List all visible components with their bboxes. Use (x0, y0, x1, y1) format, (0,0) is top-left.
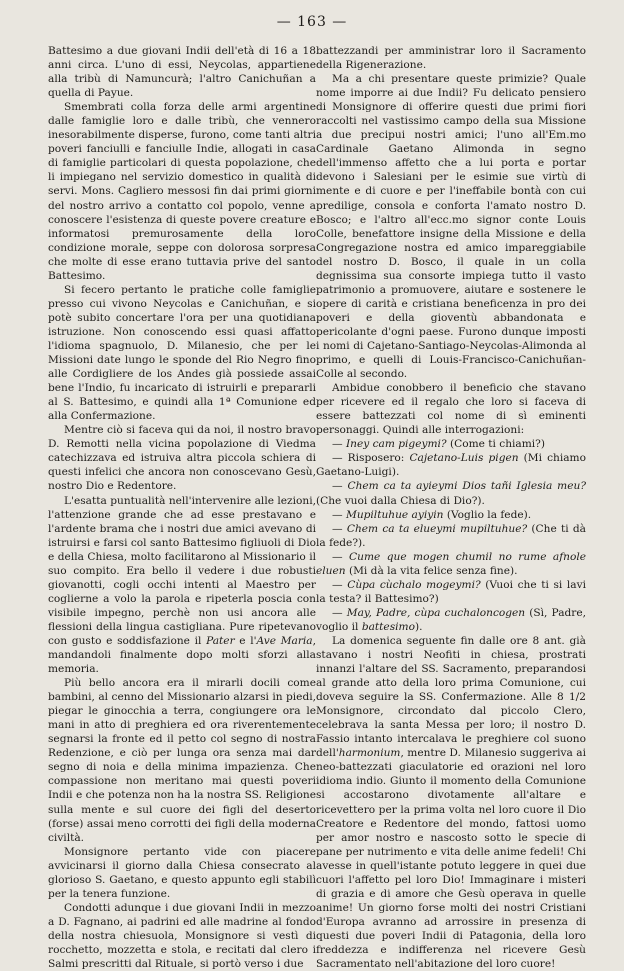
dialogue-line: — Chem ca ta ayieymi Dios tañi Iglesia meu? (Che vuoi dalla Chiesa di Dio?). (316, 480, 587, 507)
italic-text: battesimo (361, 620, 415, 633)
paragraph: L'esatta puntualità nell'intervenire alle lezioni, l'attenzione grande che ad esse prestavano e l'ardente brama che i nostri due amici avevano di istruirsi e farsi col santo Battesimo figliuoli di Dio e della Chiesa, molto facilitarono al Missionario il suo compito. Era bello il vedere i due robusti giovanotti, cogli occhi intenti al Maestro per coglierne a volo la parola e ripeterla poscia con visibile impegno, perchè non usi ancora alle flessioni della lingua castigliana. Pure ripetevano con gusto e soddisfazione il Pater e l'Ave Maria, mandandoli finalmente dopo molti sforzi alla memoria. (48, 494, 316, 676)
italic-text: Mupiltuhue ayiyin (345, 508, 444, 521)
paragraph: Monsignore pertanto vide con piacere avvicinarsi il giorno dalla Chiesa consecrato al glorioso S. Gaetano, e questo appunto egli stabilì per la tenera funzione. (48, 845, 316, 900)
dialogue-line: — Risposero: Cajetano-Luis pigen (Mi chiamo Gaetano-Luigi). (316, 452, 586, 479)
paragraph: Ambidue conobbero il beneficio che stavano per ricevere ed il regalo che loro si faceva di essere battezzati col nome di sì eminenti personaggi. Quindi alle interrogazioni: (316, 382, 586, 437)
italic-text: Cume que mogen chumil no rume afnole eluen (316, 550, 586, 577)
paragraph: Ma a chi presentare queste primizie? Quale nome imporre ai due Indii? Fu delicato pensiero di Monsignore di offerire questi due primi fiori raccolti nel vastissimo campo della sua Missione a due precipui nostri amici; l'uno all'Em.mo Cardinale Gaetano Alimonda in segno dell'immenso affetto che a lui porta e portar devono i Salesiani per le esimie sue virtù di mente e di cuore e per l'ineffabile bontà con cui predilige, consola e conforta l'amato nostro D. Bosco; e l'altro all'ecc.mo signor conte Louis Colle, benefattore insigne della Missione e della Congregazione nostra ed amico impareggiabile del nostro D. Bosco, il quale in un colla degnissima sua consorte impiega tutto il vasto patrimonio a promuovere, aiutare e sostenere le opere di carità e cristiana beneficenza in pro dei poveri e della gioventù abbandonata e pericolante d'ogni paese. Furono dunque imposti i nomi di Cajetano-Santiago-Neycolas-Alimonda al primo, e quelli di Louis-Francisco-Canichuñan-Colle al secondo. (316, 73, 586, 381)
dialogue-line: — Cùpa cùchalo mogeymi? (Vuoi che ti si lavi la testa? il Battesimo?) (316, 578, 587, 605)
paragraph: battezzandi per amministrar loro il Sacramento della Rigenerazione. (316, 45, 586, 72)
italic-text: Iney cam pigeymi? (345, 438, 447, 451)
left-column (48, 44, 316, 971)
italic-text: Pater (206, 634, 235, 647)
paragraph: La domenica seguente fin dalle ore 8 ant. già stavano i nostri Neofiti in chiesa, prostrati innanzi l'altare del SS. Sacramento, preparandosi al grande atto della loro prima Comunione, cui doveva seguire la SS. Confermazione. Alle 8 1/2 Monsignore, circondato dal piccolo Clero, celebrava la santa Messa per loro; il nostro D. Fassio intanto intercalava le preghiere col suono dell'harmonium, mentre D. Milanesio suggeriva ai neo-battezzati giaculatorie ed orazioni nel loro idioma indio. Giunto il momento della Comunione si accostarono divotamente all'altare e ricevettero per la prima volta nel loro cuore il Dio Creatore e Redentore del mondo, fattosi uomo per amor nostro e nascosto sotto le specie di pane per nutrimento e vita delle anime fedeli! Chi avesse in quell'istante potuto leggere in quei due cuori l'affetto pel loro Dio! Immaginare i misteri di grazia e di amore che Gesù operava in quelle anime! Un giorno forse molti dei nostri Cristiani d'Europa avranno ad arrossire in presenza di questi due poveri Indii di Patagonia, della loro freddezza e indifferenza nel ricevere Gesù Sacramentato nell'abitazione del loro cuore! (316, 634, 586, 971)
italic-text: Cùpa cùchalo mogeymi? (347, 578, 481, 591)
italic-text: Chem ca ta elueymi mupiltuhue? (346, 522, 528, 535)
paragraph: Battesimo a due giovani Indii dell'età di 16 a 18 anni circa. L'uno di essi, Neycolas, appartiene alla tribù di Namuncurà; l'altro Canichuñan a quella di Payue. (48, 45, 316, 100)
paragraph: Smembrati colla forza delle armi argentine dalle famiglie loro e dalle tribù, che vennero inesorabilmente disperse, furono, come tanti altri poveri fanciulli e fanciulle Indie, allogati in casa di famiglie particolari di questa popolazione, che li impiegano nel servizio domestico in qualità di servi. Mons. Cagliero messosi fin dai primi giorni del nostro arrivo a contatto col popolo, venne a conoscere l'esistenza di queste povere creature e informatosi premurosamente della loro condizione morale, seppe con dolorosa sorpresa che molte di esse erano tuttavia prive del santo Battesimo. (48, 101, 316, 282)
page-number: — 163 — (276, 14, 348, 30)
dialogue-line: — May, Padre, cùpa cuchaloncogen (Sì, Padre, voglio il battesimo). (316, 606, 586, 633)
right-column (316, 44, 586, 971)
paragraph: Più bello ancora era il mirarli docili come bambini, al cenno del Missionario alzarsi in piedi, piegar le ginocchia a terra, congiungere ora le mani in atto di preghiera ed ora riverentemente segnarsi la fronte ed il petto col segno di nostra Redenzione, e ciò per lunga ora senza mai dar segno di noia e della minima impazienza. Che compassione non meritano mai questi poveri Indii e che potenza non ha la nostra SS. Religione sulla mente e sul cuore dei figli del deserto (forse) assai meno corrotti dei figli della moderna civiltà. (48, 677, 316, 844)
italic-text: May, Padre, cùpa cuchaloncogen (346, 606, 526, 619)
paragraph: Mentre ciò si faceva qui da noi, il nostro bravo D. Remotti nella vicina popolazione di Viedma catechizzava ed istruiva altra piccola schiera di questi infelici che ancora non conoscevano Gesù, nostro Dio e Redentore. (48, 424, 316, 493)
dialogue-line: — Mupiltuhue ayiyin (Voglio la fede). (332, 508, 532, 521)
paragraph: Condotti adunque i due giovani Indii in mezzo a D. Fagnano, ai padrini ed alle madrine al fondo della nostra chiesuola, Monsignore si vestì di rocchetto, mozzetta e stola, e recitati dal clero i Salmi prescritti dal Rituale, si portò verso i due (48, 901, 316, 971)
italic-text: harmonium (338, 747, 401, 760)
paragraph: Si fecero pertanto le pratiche colle famiglie presso cui vivono Neycolas e Canichuñan, e si potè subito concertare l'ora per una quotidiana istruzione. Non conoscendo essi quasi affatto l'idioma spagnuolo, D. Milanesio, che per le Missioni date lungo le sponde del Rio Negro fino alle Cordigliere de los Andes già possiede assai bene l'Indio, fu incaricato di istruirli e prepararli al S. Battesimo, e quindi alla 1ª Comunione ed alla Confermazione. (48, 283, 316, 423)
italic-text: Chem ca ta ayieymi Dios tañi Iglesia meu? (347, 480, 587, 493)
italic-text: Ave Maria (256, 634, 313, 647)
dialogue-line: — Iney cam pigeymi? (Come ti chiami?) (332, 438, 545, 451)
italic-text: Cajetano-Luis pigen (409, 452, 519, 465)
dialogue-line: — Chem ca ta elueymi mupiltuhue? (Che ti dà la fede?). (316, 522, 586, 549)
dialogue-line: — Cume que mogen chumil no rume afnole eluen (Mi dà la vita felice senza fine). (316, 550, 586, 577)
